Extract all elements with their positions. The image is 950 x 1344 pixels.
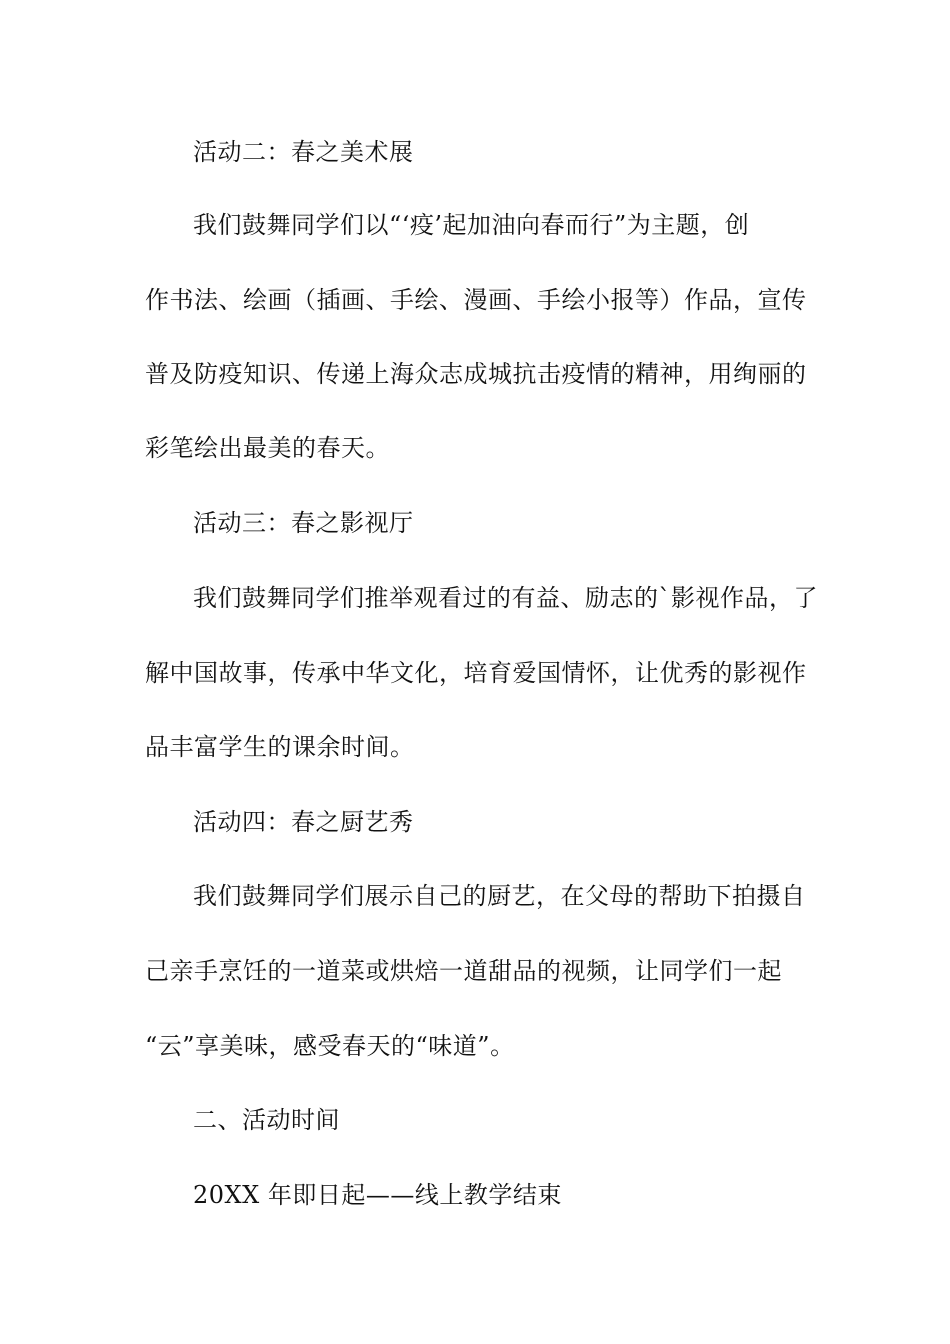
- paragraph-line: 己亲手烹饪的一道菜或烘焙一道甜品的视频，让同学们一起: [145, 957, 782, 985]
- paragraph-line: 我们鼓舞同学们展示自己的厨艺，在父母的帮助下拍摄自: [193, 882, 806, 910]
- paragraph-line: “云”享美味，感受春天的“味道”。: [145, 1032, 515, 1060]
- heading-activity-three: 活动三：春之影视厅: [193, 509, 414, 537]
- paragraph-line: 作书法、绘画（插画、手绘、漫画、手绘小报等）作品，宣传: [145, 286, 807, 314]
- paragraph-line: 普及防疫知识、传递上海众志成城抗击疫情的精神，用绚丽的: [145, 360, 807, 388]
- paragraph-line: 彩笔绘出最美的春天。: [145, 434, 390, 462]
- paragraph-line: 20XX 年即日起——线上教学结束: [193, 1181, 562, 1209]
- paragraph-line: 我们鼓舞同学们以“‘疫’起加油向春而行”为主题，创: [193, 211, 750, 239]
- paragraph-line: 品丰富学生的课余时间。: [145, 733, 415, 761]
- heading-activity-two: 活动二：春之美术展: [193, 138, 414, 166]
- paragraph-line: 解中国故事，传承中华文化，培育爱国情怀，让优秀的影视作: [145, 659, 807, 687]
- section-heading-time: 二、活动时间: [193, 1106, 340, 1134]
- heading-activity-four: 活动四：春之厨艺秀: [193, 808, 414, 836]
- paragraph-line: 我们鼓舞同学们推举观看过的有益、励志的`影视作品，了: [193, 584, 818, 612]
